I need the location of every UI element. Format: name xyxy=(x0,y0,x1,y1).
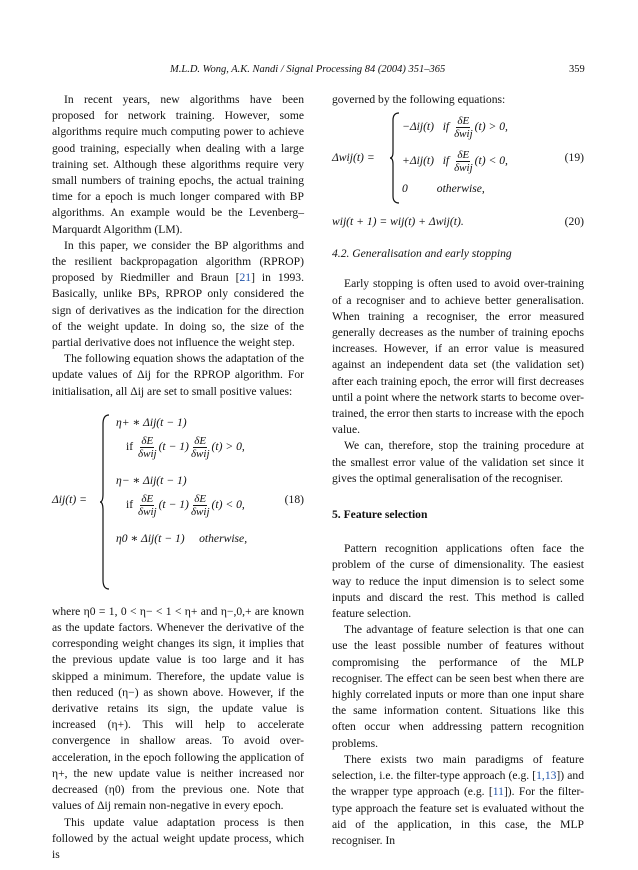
equation-body: wij(t + 1) = wij(t) + Δwij(t). xyxy=(332,215,464,229)
denominator: δwij xyxy=(190,505,210,518)
text: ]). For the filter-type approach the feature set is evaluated without the aid of the application, in this case, the MLP recogniser. In xyxy=(332,785,585,847)
numerator: δE xyxy=(194,434,207,447)
paragraph: where η0 = 1, 0 < η− < 1 < η+ and η−,0,+ are known as the update factors. Whenever the derivative of the corresponding weight changes its sign, it implies that the previous update value is too large and it has skipped a minimum. Therefore, the update value is then reduced (η−) as shown above. However, if the derivative retains its sign, the update value is increased (η+). This will help to accelerate convergence in shallow areas. To avoid over-acceleration, in the epoch following the application of η+, the new update value is neither increased nor decreased (η0) from the previous one. Note that values of Δij remain non-negative in every epoch. xyxy=(52,604,304,813)
text: ] in 1993. Basically, unlike BPs, RPROP only considered the sign of derivatives as the indication for the direction of the weight update. In doing so, the size of the partial derivative does not influence the weight step. xyxy=(52,271,305,350)
paragraph: We can, therefore, stop the training procedure at the smallest error value of the validation set since it gives the optimal generalisation of the recogniser. xyxy=(332,439,584,485)
text: if xyxy=(126,497,134,511)
equation-20 xyxy=(332,214,584,232)
denominator: δwij xyxy=(138,505,157,518)
numerator: δE xyxy=(141,492,154,505)
fraction xyxy=(138,493,157,518)
section-heading: 5. Feature selection xyxy=(332,508,428,522)
numerator: δE xyxy=(194,492,207,505)
denominator: δwij xyxy=(454,162,473,175)
equation-lhs: Δwij(t) = xyxy=(332,151,375,165)
brace xyxy=(390,112,400,204)
text: ]) and the wrapper type approach (e.g. [ xyxy=(332,769,584,799)
text: (t) > 0, xyxy=(474,120,508,134)
text: (t) > 0, xyxy=(211,439,245,453)
equation-number: (19) xyxy=(564,151,584,165)
numerator: δE xyxy=(457,115,470,128)
text: (t) < 0, xyxy=(211,497,245,511)
equation-19 xyxy=(332,112,584,204)
case-line xyxy=(402,146,508,176)
text: +Δij(t) if xyxy=(402,154,450,168)
fraction xyxy=(454,149,473,174)
fraction xyxy=(191,435,210,460)
text: In this paper, we consider the BP algorithms and the resilient backpropagation algorithm (RPROP) proposed by Riedmiller and Braun [ xyxy=(52,238,304,285)
paragraph xyxy=(332,752,584,849)
case-line: η+ ∗ Δij(t − 1) xyxy=(116,415,187,429)
page-number: 359 xyxy=(569,64,585,75)
paragraph: In recent years, new algorithms have been proposed for network training. However, some algorithms require much computing power to achieve good training, especially when dealing with a large training set. Although these algorithms require very small numbers of training epochs, the actual training time for a epoch is much longer compared with BP algorithms. An example would be the Levenberg–Marquardt Algorithm (LM). xyxy=(52,93,304,236)
case-line xyxy=(402,112,508,142)
fraction xyxy=(454,115,473,140)
left-column xyxy=(52,92,304,863)
case-line xyxy=(126,432,247,462)
text: if xyxy=(126,439,134,453)
citation-link[interactable]: 21 xyxy=(239,271,252,285)
running-title: M.L.D. Wong, A.K. Nandi / Signal Processing 84 (2004) 351–365 xyxy=(170,64,446,75)
case-line xyxy=(126,490,247,520)
denominator: δwij xyxy=(190,447,210,460)
citation-link[interactable]: 11 xyxy=(492,785,504,799)
text: (t − 1) xyxy=(158,439,189,453)
fraction xyxy=(138,435,157,460)
text: (t − 1) xyxy=(158,497,189,511)
paragraph: This update value adaptation process is then followed by the actual weight update process, which is xyxy=(52,815,304,861)
equation-lhs: Δij(t) = xyxy=(52,492,87,506)
text: −Δij(t) if xyxy=(402,120,450,134)
numerator: δE xyxy=(141,434,154,447)
case-line: 0 otherwise, xyxy=(402,182,485,196)
fraction xyxy=(191,493,210,518)
case-line: η0 ∗ Δij(t − 1) otherwise, xyxy=(116,531,248,545)
citation-link[interactable]: 1,13 xyxy=(536,769,557,783)
text: (t) < 0, xyxy=(474,154,508,168)
denominator: δwij xyxy=(454,128,473,141)
right-column xyxy=(332,92,584,849)
paragraph xyxy=(52,238,304,351)
numerator: δE xyxy=(457,149,470,162)
equation-number: (20) xyxy=(564,215,584,229)
equation-18 xyxy=(52,414,304,590)
subsection-heading: 4.2. Generalisation and early stopping xyxy=(332,247,512,261)
equation-number: (18) xyxy=(284,492,304,506)
paragraph: The advantage of feature selection is that one can use the least possible number of features without compromising the performance of the MLP recogniser. The effect can be seen best when there are highly correlated inputs or more than one input share the same information content. Situations like this often occur when addressing pattern recognition problems. xyxy=(332,623,584,750)
brace xyxy=(100,414,110,590)
paragraph: Early stopping is often used to avoid over-training of a recogniser and to achieve better generalisation. When training a recogniser, the error measured generally decreases as the number of training epochs increases. However, if an error value is measured against an independent data set (the validation set) after each training epoch, the error will first decreases until a point where the network starts to become over-trained, the error then starts to increase with the epoch value. xyxy=(332,277,584,437)
denominator: δwij xyxy=(138,447,157,460)
paragraph: The following equation shows the adaptation of the update values of Δij for the RPROP algorithm. For initialisation, all Δij are set to small positive values: xyxy=(52,352,304,398)
paragraph: governed by the following equations: xyxy=(332,93,506,106)
paragraph: Pattern recognition applications often face the problem of the curse of dimensionality. The easiest way to reduce the input dimension is to select some inputs and discard the rest. This method is called feature selection. xyxy=(332,542,584,621)
case-line: η− ∗ Δij(t − 1) xyxy=(116,473,187,487)
text: There exists two main paradigms of feature selection, i.e. the filter-type approach (e.g. [ xyxy=(332,752,584,783)
